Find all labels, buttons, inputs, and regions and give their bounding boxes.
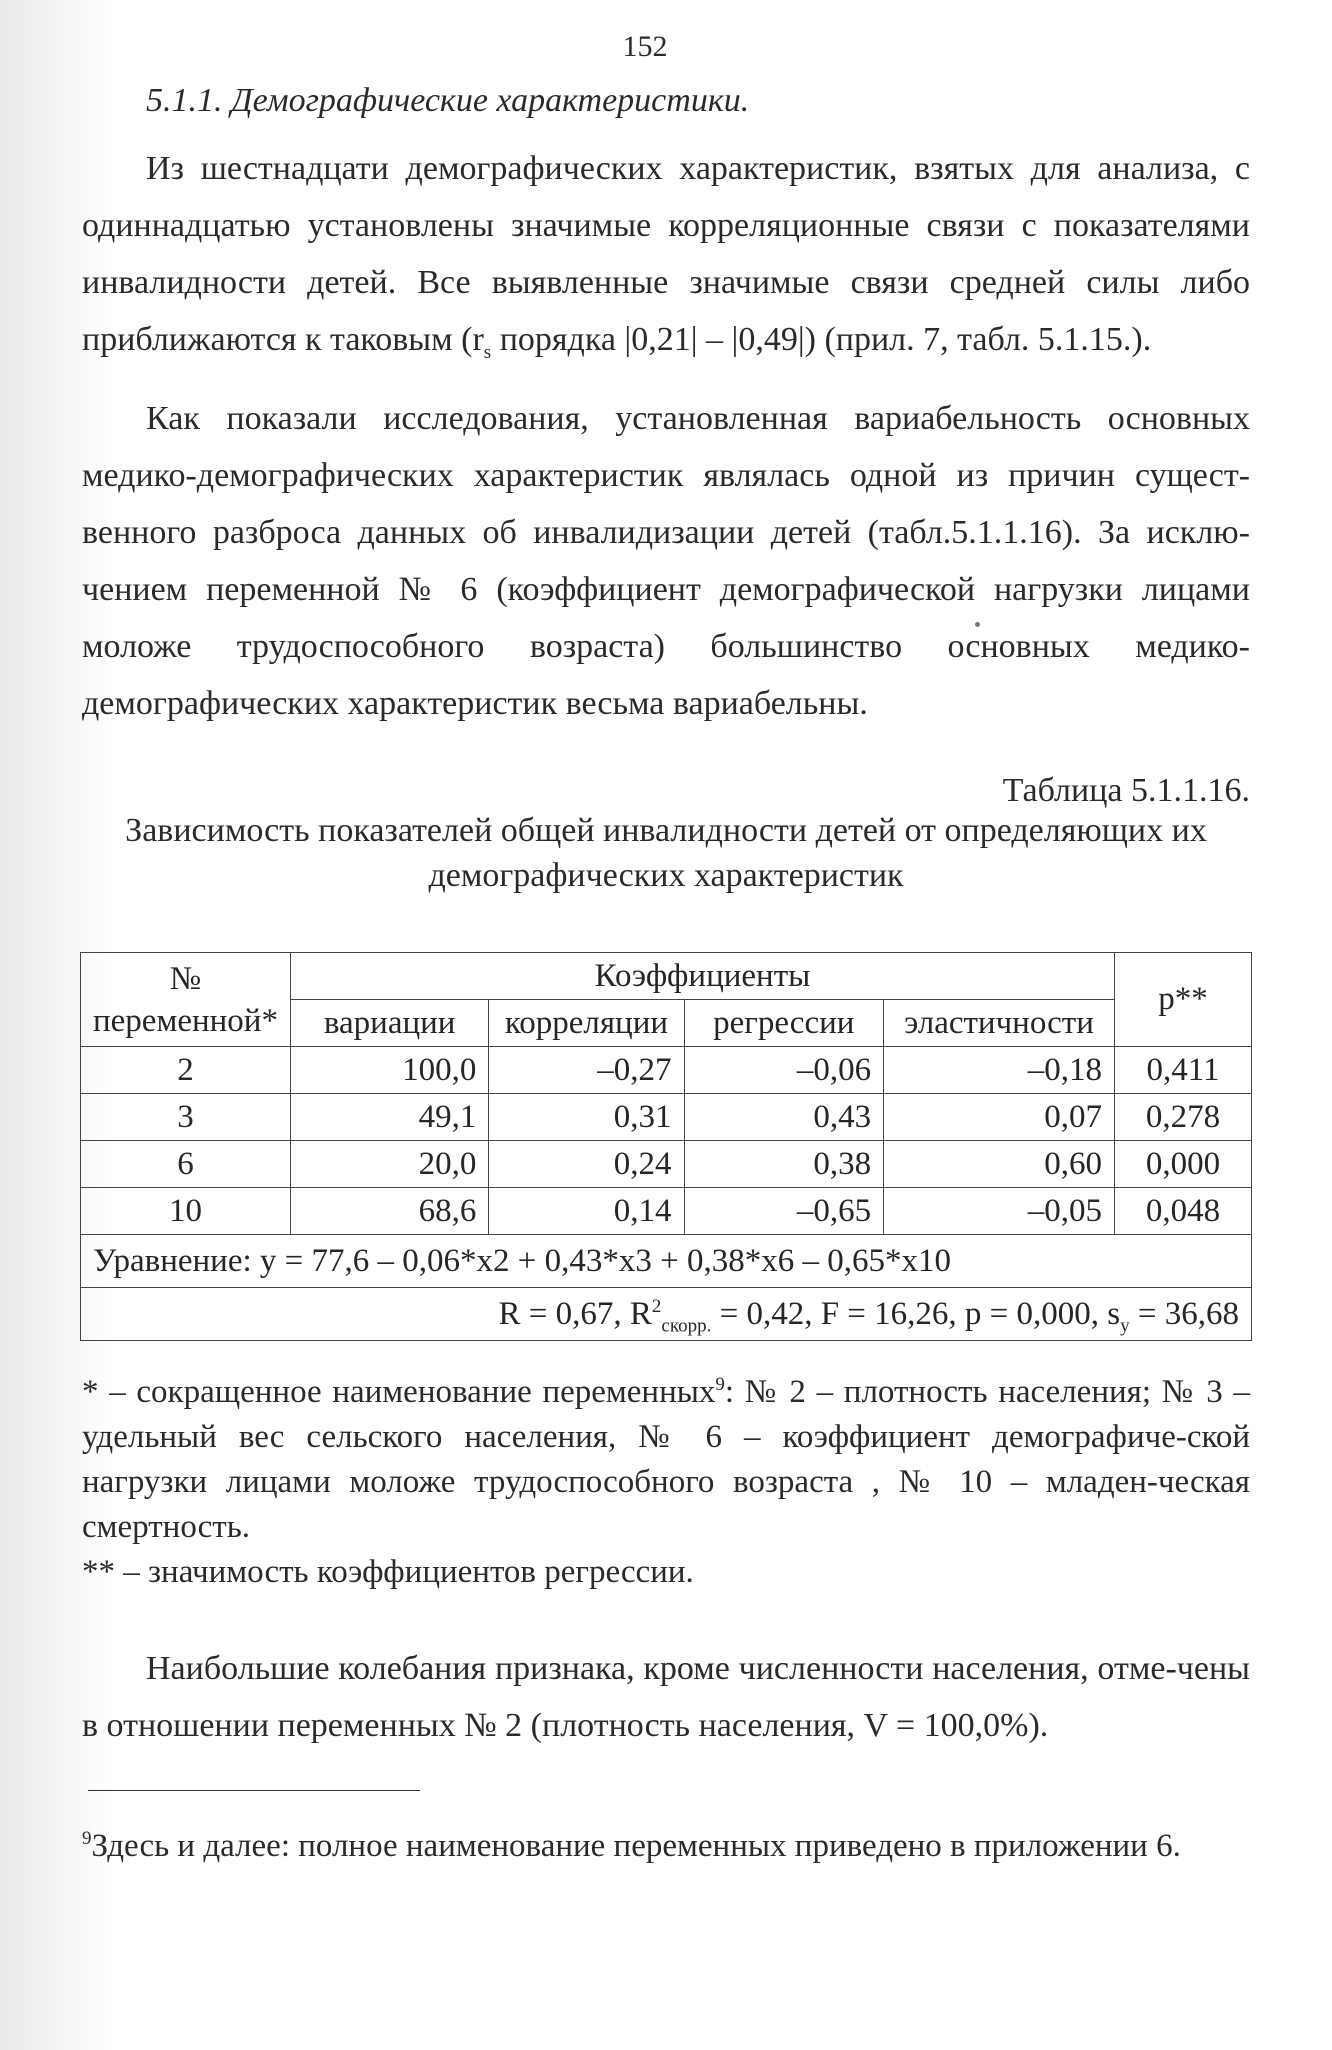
footnote bbox=[82, 1806, 1250, 1886]
footnote-marker: 9 bbox=[82, 1828, 92, 1849]
paragraph-1 bbox=[82, 140, 1250, 368]
page-number: 152 bbox=[622, 30, 668, 63]
header-coefficients: Коэффициенты bbox=[290, 953, 1114, 1000]
regression-table bbox=[80, 952, 1252, 1341]
cell-elasticity: 0,60 bbox=[884, 1141, 1115, 1188]
cell-elasticity: 0,07 bbox=[884, 1094, 1115, 1141]
cell-variation: 68,6 bbox=[290, 1188, 488, 1235]
table-row bbox=[81, 1141, 1252, 1188]
note-variables bbox=[82, 1370, 1250, 1550]
cell-p: 0,048 bbox=[1114, 1188, 1251, 1235]
r2-subscript: скорр. bbox=[661, 1315, 712, 1337]
cell-p: 0,278 bbox=[1114, 1094, 1251, 1141]
equation-row bbox=[81, 1235, 1252, 1288]
paragraph-1-end: порядка |0,21| – |0,49|) (прил. 7, табл. 5.1.15.). bbox=[491, 321, 1152, 358]
table-row bbox=[81, 1047, 1252, 1094]
cell-variable: 3 bbox=[81, 1094, 291, 1141]
rs-subscript: s bbox=[483, 341, 492, 363]
scan-speck bbox=[975, 622, 980, 627]
cell-variation: 49,1 bbox=[290, 1094, 488, 1141]
stats-row bbox=[81, 1288, 1252, 1341]
header-correlation: корреляции bbox=[489, 1000, 684, 1047]
header-variation: вариации bbox=[290, 1000, 488, 1047]
table-label: Таблица 5.1.1.16. bbox=[1002, 772, 1250, 809]
stat-r: R = 0,67, R bbox=[498, 1295, 652, 1332]
sy-subscript: y bbox=[1120, 1315, 1130, 1337]
footnote-reference: 9 bbox=[715, 1374, 725, 1395]
cell-variable: 10 bbox=[81, 1188, 291, 1235]
cell-variable: 2 bbox=[81, 1047, 291, 1094]
header-variable: № переменной* bbox=[81, 953, 291, 1047]
stat-rest: = 0,42, F = 16,26, p = 0,000, s bbox=[711, 1295, 1121, 1332]
cell-regression: 0,43 bbox=[684, 1094, 884, 1141]
cell-correlation: 0,14 bbox=[489, 1188, 684, 1235]
table-notes bbox=[82, 1370, 1250, 1595]
model-statistics bbox=[81, 1288, 1252, 1341]
paragraph-3: Наибольшие колебания признака, кроме численности населения, отме-чены в отношении переменных № 2 (плотность населения, V = 100,0%). bbox=[82, 1650, 1250, 1744]
stat-end: = 36,68 bbox=[1129, 1295, 1239, 1332]
regression-equation: Уравнение: y = 77,6 – 0,06*x2 + 0,43*x3 + 0,38*x6 – 0,65*x10 bbox=[81, 1235, 1252, 1288]
table-row bbox=[81, 1094, 1252, 1141]
footnote-text: Здесь и далее: полное наименование переменных приведено в приложении 6. bbox=[91, 1828, 1181, 1864]
paragraph-1-text: Из шестнадцати демографических характеристик, взятых для анализа, с одиннадцатью установлены значимые корреляционные связи с показателями инвалидности детей. Все выявленные значимые связи средней силы либо приближаются к таковым (r bbox=[82, 150, 1250, 358]
header-regression: регрессии bbox=[684, 1000, 884, 1047]
cell-variation: 100,0 bbox=[290, 1047, 488, 1094]
note-variables-list: : № 2 – плотность населения; № 3 – удельный вес сельского населения, № 6 – коэффициент демографиче-ской нагрузки лицами моложе трудоспособного возраста , № 10 – младен-ческая смертность. bbox=[82, 1374, 1250, 1545]
r2-superscript: 2 bbox=[651, 1295, 662, 1317]
cell-correlation: 0,24 bbox=[489, 1141, 684, 1188]
header-p: p** bbox=[1114, 953, 1251, 1047]
footnote-divider bbox=[88, 1790, 420, 1791]
cell-correlation: –0,27 bbox=[489, 1047, 684, 1094]
cell-variable: 6 bbox=[81, 1141, 291, 1188]
cell-elasticity: –0,05 bbox=[884, 1188, 1115, 1235]
cell-correlation: 0,31 bbox=[489, 1094, 684, 1141]
header-elasticity: эластичности bbox=[884, 1000, 1115, 1047]
cell-elasticity: –0,18 bbox=[884, 1047, 1115, 1094]
table-caption: Зависимость показателей общей инвалидности детей от определяющих их демографических характеристик bbox=[125, 812, 1207, 894]
table-header-row bbox=[81, 953, 1252, 1000]
cell-regression: 0,38 bbox=[684, 1141, 884, 1188]
note-significance: ** – значимость коэффициентов регрессии. bbox=[82, 1554, 694, 1590]
section-title: 5.1.1. Демографические характеристики. bbox=[146, 82, 750, 119]
note-variables-text: * – сокращенное наименование переменных bbox=[82, 1374, 716, 1410]
paragraph-2: Как показали исследования, установленная вариабельность основных медико-демографических характеристик являлась одной из причин сущест-венного разброса данных об инвалидизации детей (табл.5.1.1.16). За исклю-чением переменной № 6 (коэффициент демографической нагрузки лицами моложе трудоспособного возраста) большинство основных медико-демографических характеристик весьма вариабельны. bbox=[82, 400, 1250, 722]
cell-p: 0,000 bbox=[1114, 1141, 1251, 1188]
table-row bbox=[81, 1188, 1252, 1235]
cell-p: 0,411 bbox=[1114, 1047, 1251, 1094]
cell-regression: –0,65 bbox=[684, 1188, 884, 1235]
cell-regression: –0,06 bbox=[684, 1047, 884, 1094]
cell-variation: 20,0 bbox=[290, 1141, 488, 1188]
